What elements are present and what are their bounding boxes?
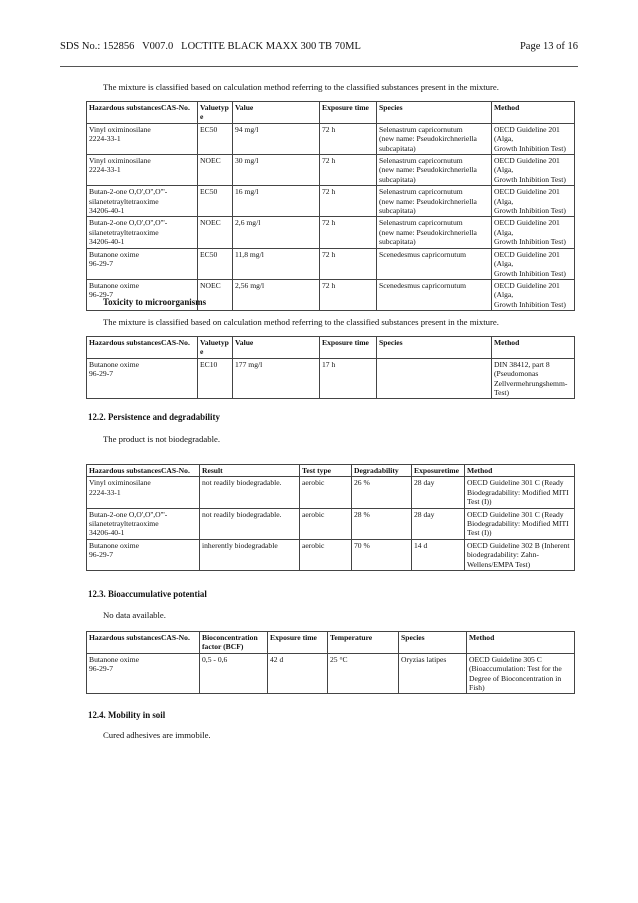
column-header: Method (467, 632, 575, 654)
table-row (87, 653, 575, 694)
microorganisms-heading: Toxicity to microorganisms (103, 297, 207, 307)
column-header: Valuetype (198, 337, 233, 359)
table-cell: Butanone oxime 96-29-7 (87, 279, 198, 310)
table-header-row (87, 632, 575, 654)
table-row (87, 217, 575, 248)
table-cell: 25 °C (328, 653, 399, 694)
table-row (87, 186, 575, 217)
table-cell: aerobic (300, 508, 352, 539)
table-row (87, 358, 575, 399)
degradability-table (86, 464, 575, 571)
table-cell: DIN 38412, part 8 (Pseudomonas Zellvermehrungshemm- Test) (492, 358, 575, 399)
column-header: Hazardous substancesCAS-No. (87, 102, 198, 124)
table-cell: EC50 (198, 186, 233, 217)
table-cell: Vinyl oximinosilane 2224-33-1 (87, 477, 200, 508)
table-cell: 72 h (320, 123, 377, 154)
table-cell: OECD Guideline 201 (Alga, Growth Inhibition Test) (492, 123, 575, 154)
section-12-4-text: Cured adhesives are immobile. (103, 730, 211, 740)
table-cell: aerobic (300, 539, 352, 570)
table-cell: NOEC (198, 155, 233, 186)
table-cell: Selenastrum capricornutum (new name: Pseudokirchneriella subcapitata) (377, 186, 492, 217)
table-header-row (87, 465, 575, 477)
table-cell: OECD Guideline 201 (Alga, Growth Inhibition Test) (492, 217, 575, 248)
section-12-3-text: No data available. (103, 610, 166, 620)
section-12-3-heading: 12.3. Bioaccumulative potential (88, 589, 207, 599)
column-header: Method (492, 337, 575, 359)
table-cell: OECD Guideline 301 C (Ready Biodegradability: Modified MITI Test (I)) (465, 508, 575, 539)
table-cell: 28 day (412, 508, 465, 539)
table-cell: Butan-2-one O,O',O'',O'''- silanetetrayltetraoxime 34206-40-1 (87, 217, 198, 248)
table-row (87, 477, 575, 508)
table-cell: Vinyl oximinosilane 2224-33-1 (87, 155, 198, 186)
table-cell (377, 358, 492, 399)
table-cell: 28 % (352, 508, 412, 539)
page-number: Page 13 of 16 (519, 41, 578, 52)
table-cell: NOEC (198, 279, 233, 310)
table-cell: not readily biodegradable. (200, 508, 300, 539)
table-cell: 26 % (352, 477, 412, 508)
table-cell: Butanone oxime 96-29-7 (87, 248, 198, 279)
column-header: Hazardous substancesCAS-No. (87, 337, 198, 359)
table-cell: Scenedesmus capricornutum (377, 248, 492, 279)
document-id: SDS No.: 152856 V007.0 LOCTITE BLACK MAXX 300 TB 70ML (60, 41, 361, 52)
table-cell: EC50 (198, 123, 233, 154)
table-cell: 2,6 mg/l (233, 217, 320, 248)
table-cell: 28 day (412, 477, 465, 508)
column-header: Value (233, 102, 320, 124)
table-cell: 70 % (352, 539, 412, 570)
table-cell: OECD Guideline 201 (Alga, Growth Inhibition Test) (492, 279, 575, 310)
table-cell: 72 h (320, 217, 377, 248)
table-cell: OECD Guideline 201 (Alga, Growth Inhibition Test) (492, 248, 575, 279)
column-header: Species (377, 337, 492, 359)
column-header: Exposure time (320, 102, 377, 124)
table-cell: 16 mg/l (233, 186, 320, 217)
column-header: Exposuretime (412, 465, 465, 477)
table-cell: Oryzias latipes (399, 653, 467, 694)
column-header: Valuetype (198, 102, 233, 124)
table-cell: aerobic (300, 477, 352, 508)
column-header: Hazardous substancesCAS-No. (87, 632, 200, 654)
column-header: Temperature (328, 632, 399, 654)
column-header: Exposure time (268, 632, 328, 654)
table-row (87, 539, 575, 570)
table-cell: NOEC (198, 217, 233, 248)
bioaccumulation-table (86, 631, 575, 694)
table-cell: Butanone oxime 96-29-7 (87, 539, 200, 570)
table-cell: OECD Guideline 201 (Alga, Growth Inhibition Test) (492, 186, 575, 217)
section-12-2-text: The product is not biodegradable. (103, 434, 221, 444)
column-header: Test type (300, 465, 352, 477)
table-cell: OECD Guideline 302 B (Inherent biodegradability: Zahn- Wellens/EMPA Test) (465, 539, 575, 570)
table-cell: 42 d (268, 653, 328, 694)
intro-text-1: The mixture is classified based on calculation method referring to the classified substances present in the mixture. (103, 82, 499, 92)
table-cell: Butan-2-one O,O',O'',O'''- silanetetrayltetraoxime 34206-40-1 (87, 508, 200, 539)
table-cell: EC50 (198, 248, 233, 279)
table-cell: 72 h (320, 248, 377, 279)
table-cell: not readily biodegradable. (200, 477, 300, 508)
table-cell: 72 h (320, 279, 377, 310)
table-cell: 72 h (320, 186, 377, 217)
table-cell: Selenastrum capricornutum (new name: Pseudokirchneriella subcapitata) (377, 217, 492, 248)
column-header: Species (377, 102, 492, 124)
table-cell: 17 h (320, 358, 377, 399)
column-header: Exposure time (320, 337, 377, 359)
table-row (87, 155, 575, 186)
table-cell: Selenastrum capricornutum (new name: Pseudokirchneriella subcapitata) (377, 155, 492, 186)
page-header (60, 41, 578, 52)
table-cell: 30 mg/l (233, 155, 320, 186)
column-header: Bioconcentration factor (BCF) (200, 632, 268, 654)
table-cell: OECD Guideline 305 C (Bioaccumulation: Test for the Degree of Bioconcentration in Fish) (467, 653, 575, 694)
table-cell: Butanone oxime 96-29-7 (87, 358, 198, 399)
table-cell: OECD Guideline 201 (Alga, Growth Inhibition Test) (492, 155, 575, 186)
intro-text-2: The mixture is classified based on calculation method referring to the classified substances present in the mixture. (103, 317, 499, 327)
column-header: Value (233, 337, 320, 359)
table-cell: 72 h (320, 155, 377, 186)
table-row (87, 508, 575, 539)
section-12-2-heading: 12.2. Persistence and degradability (88, 412, 220, 422)
table-cell: 0,5 - 0,6 (200, 653, 268, 694)
table-cell: 94 mg/l (233, 123, 320, 154)
microorganism-toxicity-table (86, 336, 575, 399)
table-cell: 11,8 mg/l (233, 248, 320, 279)
column-header: Result (200, 465, 300, 477)
table-cell: Butanone oxime 96-29-7 (87, 653, 200, 694)
column-header: Degradability (352, 465, 412, 477)
column-header: Hazardous substancesCAS-No. (87, 465, 200, 477)
header-divider (60, 66, 578, 67)
table-row (87, 248, 575, 279)
table-header-row (87, 102, 575, 124)
table-cell: Scenedesmus capricornutum (377, 279, 492, 310)
table-header-row (87, 337, 575, 359)
table-cell: Butan-2-one O,O',O'',O'''- silanetetrayltetraoxime 34206-40-1 (87, 186, 198, 217)
table-cell: Selenastrum capricornutum (new name: Pseudokirchneriella subcapitata) (377, 123, 492, 154)
column-header: Method (465, 465, 575, 477)
section-12-4-heading: 12.4. Mobility in soil (88, 710, 166, 720)
table-cell: 2,56 mg/l (233, 279, 320, 310)
table-cell: 177 mg/l (233, 358, 320, 399)
table-cell: 14 d (412, 539, 465, 570)
table-row (87, 123, 575, 154)
column-header: Method (492, 102, 575, 124)
table-cell: inherently biodegradable (200, 539, 300, 570)
aquatic-toxicity-table (86, 101, 575, 311)
table-cell: Vinyl oximinosilane 2224-33-1 (87, 123, 198, 154)
column-header: Species (399, 632, 467, 654)
table-cell: EC10 (198, 358, 233, 399)
table-cell: OECD Guideline 301 C (Ready Biodegradability: Modified MITI Test (I)) (465, 477, 575, 508)
